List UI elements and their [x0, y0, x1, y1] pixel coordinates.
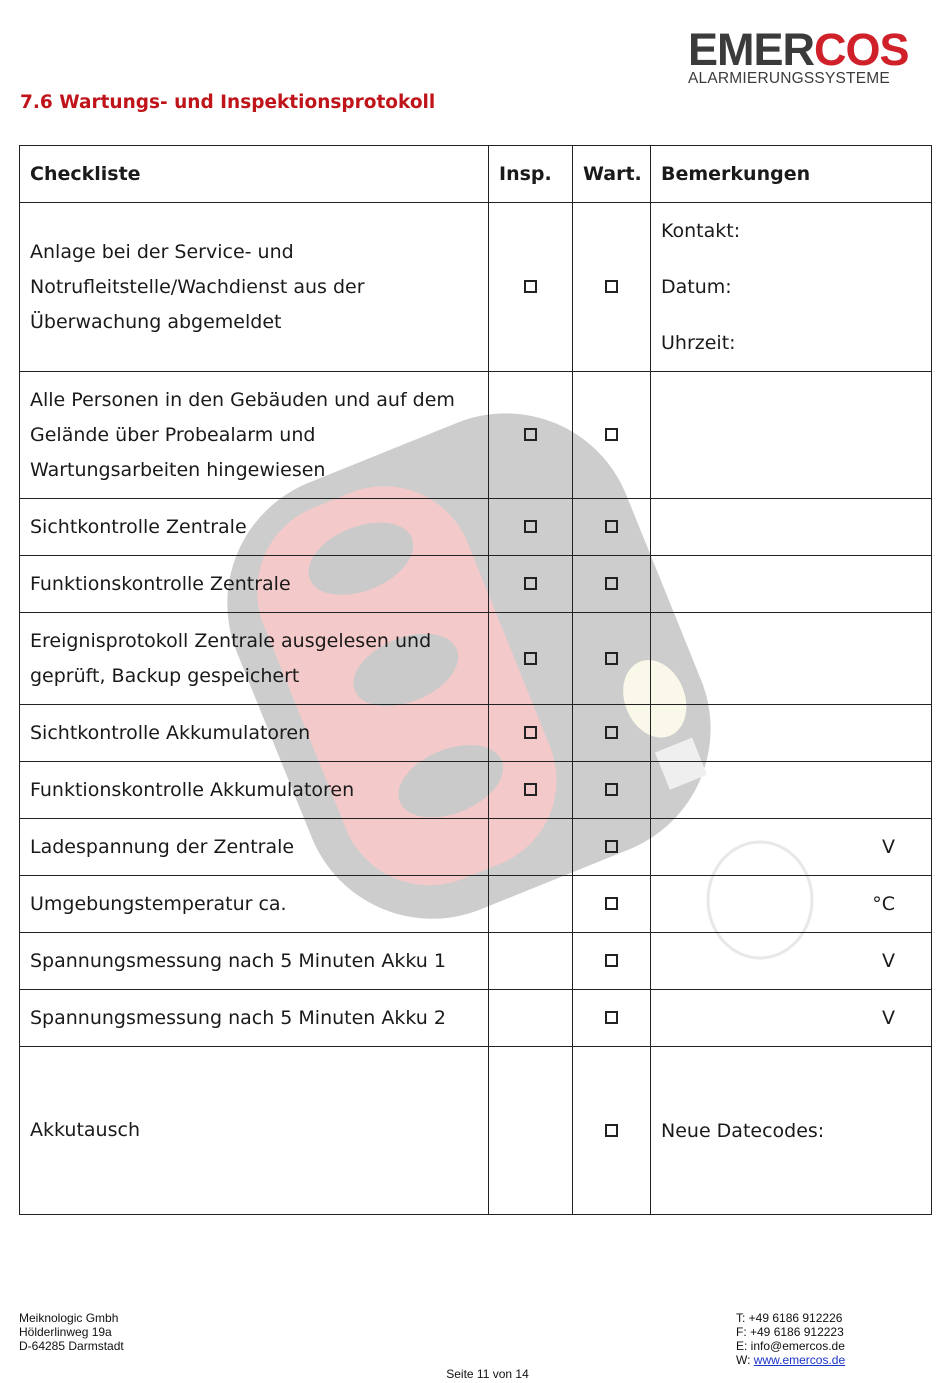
checklist-item	[20, 372, 489, 499]
checklist-item-line: Funktionskontrolle Zentrale	[30, 572, 291, 595]
unit-label: V	[882, 836, 895, 858]
insp-checkbox[interactable]	[524, 577, 537, 590]
table-row	[20, 933, 932, 990]
checklist-item	[20, 933, 489, 990]
header-insp: Insp.	[489, 146, 573, 203]
wart-cell	[573, 819, 651, 876]
page-number: Seite 11 von 14	[446, 1367, 529, 1381]
footer-company: Meiknologic Gmbh	[19, 1311, 119, 1325]
table-row	[20, 556, 932, 613]
remarks-cell	[651, 990, 932, 1047]
wart-checkbox[interactable]	[605, 577, 618, 590]
insp-cell	[489, 613, 573, 705]
checklist-item-line: Notrufleitstelle/Wachdienst aus der	[30, 275, 365, 298]
footer-email: E: info@emercos.de	[736, 1339, 845, 1353]
insp-checkbox[interactable]	[524, 652, 537, 665]
footer-web-prefix: W:	[736, 1353, 754, 1367]
wart-checkbox[interactable]	[605, 954, 618, 967]
checklist-item-line: Wartungsarbeiten hingewiesen	[30, 458, 326, 481]
wart-cell	[573, 876, 651, 933]
table-row	[20, 1047, 932, 1215]
wart-cell	[573, 990, 651, 1047]
wart-checkbox[interactable]	[605, 280, 618, 293]
section-title: 7.6 Wartungs- und Inspektionsprotokoll	[20, 92, 436, 113]
table-row	[20, 203, 932, 372]
checklist-item	[20, 203, 489, 372]
remarks-cell	[651, 933, 932, 990]
checklist-item-line: Überwachung abgemeldet	[30, 310, 282, 333]
remarks-cell	[651, 762, 932, 819]
footer-city: D-64285 Darmstadt	[19, 1339, 124, 1353]
remarks-label: Kontakt:	[661, 220, 741, 242]
wart-cell	[573, 372, 651, 499]
checklist-item	[20, 1047, 489, 1215]
insp-cell	[489, 705, 573, 762]
checklist-item	[20, 762, 489, 819]
remarks-label: Neue Datecodes:	[661, 1119, 825, 1142]
wart-cell	[573, 613, 651, 705]
checklist-item-line: Spannungsmessung nach 5 Minuten Akku 2	[30, 1006, 446, 1029]
checklist-item	[20, 613, 489, 705]
logo-tagline: ALARMIERUNGSSYSTEME	[688, 70, 890, 87]
unit-label: °C	[872, 893, 895, 915]
wart-cell	[573, 499, 651, 556]
insp-checkbox[interactable]	[524, 280, 537, 293]
wart-cell	[573, 1047, 651, 1215]
wart-cell	[573, 933, 651, 990]
wart-checkbox[interactable]	[605, 428, 618, 441]
table-row	[20, 876, 932, 933]
table-row	[20, 613, 932, 705]
checklist-item	[20, 819, 489, 876]
header-checklist: Checkliste	[20, 146, 489, 203]
checklist-item-line: geprüft, Backup gespeichert	[30, 664, 300, 687]
wart-checkbox[interactable]	[605, 783, 618, 796]
wart-checkbox[interactable]	[605, 840, 618, 853]
logo-wordmark	[688, 24, 909, 75]
remarks-label: Datum:	[661, 276, 732, 298]
remarks-cell	[651, 613, 932, 705]
remarks-cell	[651, 556, 932, 613]
footer-web	[736, 1353, 845, 1367]
insp-cell	[489, 990, 573, 1047]
remarks-label: Uhrzeit:	[661, 332, 736, 354]
wart-checkbox[interactable]	[605, 520, 618, 533]
checklist-item-line: Sichtkontrolle Akkumulatoren	[30, 721, 311, 744]
remarks-cell	[651, 1047, 932, 1215]
unit-label: V	[882, 1007, 895, 1029]
insp-cell	[489, 762, 573, 819]
checklist-item-line: Alle Personen in den Gebäuden und auf dem	[30, 388, 455, 411]
checklist-item	[20, 499, 489, 556]
unit-label: V	[882, 950, 895, 972]
footer-address	[19, 1311, 124, 1353]
wart-cell	[573, 203, 651, 372]
checklist-item-line: Sichtkontrolle Zentrale	[30, 515, 247, 538]
emercos-logo	[688, 24, 909, 87]
wart-cell	[573, 762, 651, 819]
wart-checkbox[interactable]	[605, 1124, 618, 1137]
insp-cell	[489, 933, 573, 990]
checklist-item-line: Ereignisprotokoll Zentrale ausgelesen und	[30, 629, 432, 652]
checklist-item-line: Gelände über Probealarm und	[30, 423, 316, 446]
header-wart: Wart.	[573, 146, 651, 203]
table-header-row	[20, 146, 932, 203]
wart-cell	[573, 556, 651, 613]
checklist-item-line: Funktionskontrolle Akkumulatoren	[30, 778, 355, 801]
remarks-cell	[651, 203, 932, 372]
checklist-item	[20, 556, 489, 613]
remarks-cell	[651, 372, 932, 499]
insp-cell	[489, 819, 573, 876]
remarks-cell	[651, 705, 932, 762]
header-remarks: Bemerkungen	[651, 146, 932, 203]
remarks-cell	[651, 876, 932, 933]
table-row	[20, 372, 932, 499]
footer-phone: T: +49 6186 912226	[736, 1311, 843, 1325]
checklist-item	[20, 705, 489, 762]
insp-cell	[489, 1047, 573, 1215]
checklist-item-line: Anlage bei der Service- und	[30, 240, 294, 263]
checklist-item	[20, 990, 489, 1047]
checklist-item	[20, 876, 489, 933]
insp-checkbox[interactable]	[524, 428, 537, 441]
footer-street: Hölderlinweg 19a	[19, 1325, 112, 1339]
insp-checkbox[interactable]	[524, 726, 537, 739]
wart-checkbox[interactable]	[605, 652, 618, 665]
table-row	[20, 705, 932, 762]
inspection-checklist-table	[19, 145, 932, 1215]
logo-word-red: COS	[814, 24, 909, 75]
table-row	[20, 499, 932, 556]
footer-contact	[736, 1311, 845, 1367]
insp-cell	[489, 556, 573, 613]
insp-cell	[489, 876, 573, 933]
wart-checkbox[interactable]	[605, 726, 618, 739]
insp-cell	[489, 372, 573, 499]
remarks-cell	[651, 499, 932, 556]
wart-cell	[573, 705, 651, 762]
footer-fax: F: +49 6186 912223	[736, 1325, 844, 1339]
checklist-item-line: Akkutausch	[30, 1119, 140, 1141]
website-link[interactable]: www.emercos.de	[753, 1353, 846, 1367]
table-row	[20, 990, 932, 1047]
logo-word-dark: EMER	[688, 24, 815, 75]
wart-checkbox[interactable]	[605, 1011, 618, 1024]
checklist-item-line: Ladespannung der Zentrale	[30, 835, 295, 858]
table-row	[20, 819, 932, 876]
table-row	[20, 762, 932, 819]
checklist-item-line: Umgebungstemperatur ca.	[30, 892, 287, 915]
insp-checkbox[interactable]	[524, 783, 537, 796]
insp-cell	[489, 499, 573, 556]
checklist-item-line: Spannungsmessung nach 5 Minuten Akku 1	[30, 949, 446, 972]
wart-checkbox[interactable]	[605, 897, 618, 910]
insp-checkbox[interactable]	[524, 520, 537, 533]
remarks-cell	[651, 819, 932, 876]
insp-cell	[489, 203, 573, 372]
